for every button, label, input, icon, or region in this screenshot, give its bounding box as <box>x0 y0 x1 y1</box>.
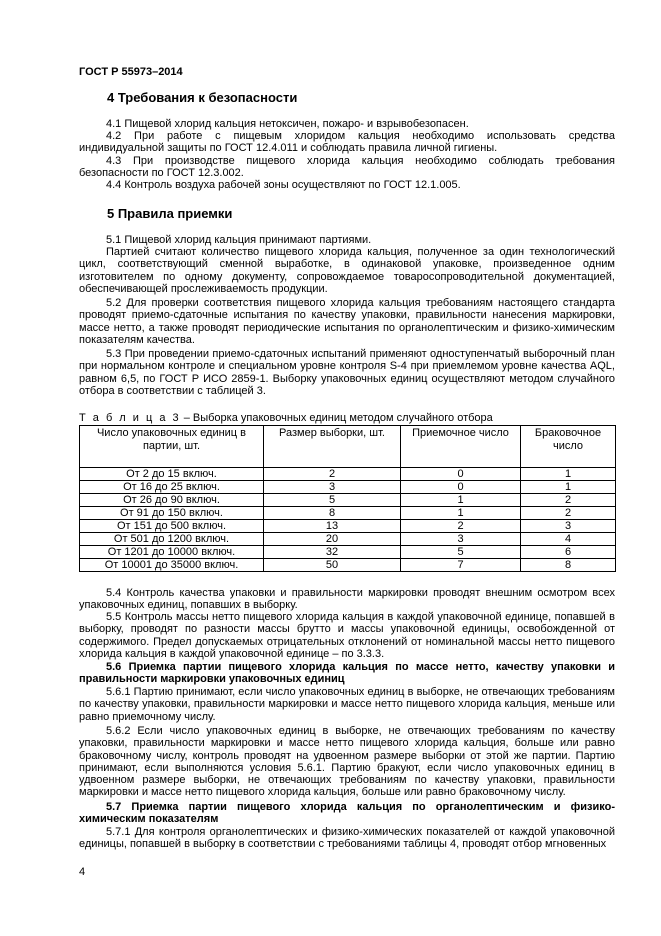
cell-acceptance-number: 5 <box>401 546 521 559</box>
table-row <box>80 546 616 559</box>
header-acceptance-number: Приемочное число <box>401 426 521 468</box>
paragraph-4-2: 4.2 При работе с пищевым хлоридом кальция необходимо использовать средства индивидуальной защиты по ГОСТ 12.4.011 и соблюдать правила личной гигиены. <box>79 130 615 155</box>
paragraph-5-1: 5.1 Пищевой хлорид кальция принимают партиями. <box>106 234 372 246</box>
table-row <box>80 559 616 572</box>
cell-acceptance-number: 7 <box>401 559 521 572</box>
cell-rejection-number: 8 <box>521 559 616 572</box>
cell-rejection-number: 1 <box>521 468 616 481</box>
cell-acceptance-number: 0 <box>401 481 521 494</box>
cell-lot-size: От 91 до 150 включ. <box>80 507 264 520</box>
section-4-title: 4 Требования к безопасности <box>107 90 298 105</box>
cell-lot-size: От 501 до 1200 включ. <box>80 533 264 546</box>
paragraph-5-6-heading: 5.6 Приемка партии пищевого хлорида кальция по массе нетто, качеству упаковки и правильности маркировки упаковочных единиц <box>79 661 615 686</box>
header-sample-size: Размер выборки, шт. <box>264 426 401 468</box>
table-row <box>80 494 616 507</box>
paragraph-5-2: 5.2 Для проверки соответствия пищевого хлорида кальция требованиям настоящего стандарта проводят приемо-сдаточные испытания по качеству упаковки, правильности нанесения маркировки, массе нетто, а также проводят периодические испытания по органолептическим и физико-химическим показателям качества. <box>79 297 615 346</box>
cell-sample-size: 20 <box>264 533 401 546</box>
cell-acceptance-number: 1 <box>401 507 521 520</box>
cell-acceptance-number: 3 <box>401 533 521 546</box>
cell-sample-size: 5 <box>264 494 401 507</box>
cell-sample-size: 3 <box>264 481 401 494</box>
paragraph-5-6-1: 5.6.1 Партию принимают, если число упаковочных единиц в выборке, не отвечающих требованиям по качеству упаковки, правильности маркировки и массе нетто пищевого хлорида кальция, меньше или равно приемочному числу. <box>79 686 615 723</box>
cell-lot-size: От 26 до 90 включ. <box>80 494 264 507</box>
cell-sample-size: 32 <box>264 546 401 559</box>
paragraph-4-3: 4.3 При производстве пищевого хлорида кальция необходимо соблюдать требования безопасности по ГОСТ 12.3.002. <box>79 155 615 180</box>
table-row <box>80 533 616 546</box>
paragraph-5-7-1: 5.7.1 Для контроля органолептических и физико-химических показателей от каждой упаковочной единицы, попавшей в выборку в соответствии с требованиями таблицы 4, проводят отбор мгновенных <box>79 826 615 851</box>
cell-rejection-number: 2 <box>521 507 616 520</box>
cell-lot-size: От 10001 до 35000 включ. <box>80 559 264 572</box>
paragraph-5-3: 5.3 При проведении приемо-сдаточных испытаний применяют одноступенчатый выборочный план при нормальном контроле и специальном уровне контроля S-4 при приемлемом уровне качества AQL, равном 6,5, по ГОСТ Р ИСО 2859-1. Выборку упаковочных единиц осуществляют методом случайного отбора в соответствии с таблицей 3. <box>79 348 615 397</box>
cell-rejection-number: 3 <box>521 520 616 533</box>
cell-acceptance-number: 0 <box>401 468 521 481</box>
paragraph-4-4: 4.4 Контроль воздуха рабочей зоны осуществляют по ГОСТ 12.1.005. <box>106 179 461 191</box>
cell-rejection-number: 6 <box>521 546 616 559</box>
document-header: ГОСТ Р 55973–2014 <box>79 66 183 78</box>
header-rejection-number: Браковочное число <box>521 426 616 468</box>
table-3-caption <box>79 412 493 424</box>
sampling-table <box>79 425 616 572</box>
paragraph-batch-definition: Партией считают количество пищевого хлорида кальция, полученное за один технологический цикл, соответствующий сменной выработке, в одинаковой упаковке, произведенное одним изготовителем по одному документу, сопровождаемое товаросопроводительной документацией, обеспечивающей прослеживаемость продукции. <box>79 246 615 295</box>
table-row <box>80 468 616 481</box>
table-row <box>80 507 616 520</box>
cell-acceptance-number: 2 <box>401 520 521 533</box>
table-row <box>80 481 616 494</box>
paragraph-5-4: 5.4 Контроль качества упаковки и правильности маркировки проводят внешним осмотром всех упаковочных единиц, попавших в выборку. <box>79 587 615 612</box>
cell-acceptance-number: 1 <box>401 494 521 507</box>
table-row <box>80 520 616 533</box>
page-number: 4 <box>79 866 86 878</box>
cell-rejection-number: 2 <box>521 494 616 507</box>
cell-lot-size: От 1201 до 10000 включ. <box>80 546 264 559</box>
cell-rejection-number: 1 <box>521 481 616 494</box>
table-header-row <box>80 426 616 468</box>
paragraph-5-5: 5.5 Контроль массы нетто пищевого хлорида кальция в каждой упаковочной единице, попавшей в выборку, проводят по разности массы брутто и массы упаковочной единицы, освобожденной от содержимого. Предел допускаемых отрицательных отклонений от номинальной массы нетто пищевого хлорида кальция в каждой упаковочной единице – по 3.3.3. <box>79 611 615 660</box>
table-3-label: Т а б л и ц а 3 <box>79 412 181 424</box>
cell-lot-size: От 2 до 15 включ. <box>80 468 264 481</box>
paragraph-5-7-heading: 5.7 Приемка партии пищевого хлорида кальция по органолептическим и физико-химическим показателям <box>79 801 615 826</box>
cell-sample-size: 50 <box>264 559 401 572</box>
paragraph-5-6-2: 5.6.2 Если число упаковочных единиц в выборке, не отвечающих требованиям по качеству упаковки, правильности маркировки и массе нетто пищевого хлорида кальция, больше или равно браковочному числу, контроль проводят на удвоенном размере выборки от этой же партии. Партию принимают, если выполняются условия 5.6.1. Партию бракуют, если число упаковочных единиц в удвоенном размере выборки, не отвечающих требованиям по качеству упаковки, правильности маркировки и массе нетто пищевого хлорида кальция, больше или равно браковочному числу. <box>79 725 615 799</box>
header-lot-size: Число упаковочных единиц в партии, шт. <box>80 426 264 468</box>
paragraph-4-1: 4.1 Пищевой хлорид кальция нетоксичен, пожаро- и взрывобезопасен. <box>106 118 469 130</box>
cell-lot-size: От 151 до 500 включ. <box>80 520 264 533</box>
cell-sample-size: 13 <box>264 520 401 533</box>
cell-sample-size: 2 <box>264 468 401 481</box>
cell-sample-size: 8 <box>264 507 401 520</box>
cell-lot-size: От 16 до 25 включ. <box>80 481 264 494</box>
cell-rejection-number: 4 <box>521 533 616 546</box>
table-3-caption-text: – Выборка упаковочных единиц методом случайного отбора <box>180 412 493 424</box>
section-5-title: 5 Правила приемки <box>107 206 233 221</box>
